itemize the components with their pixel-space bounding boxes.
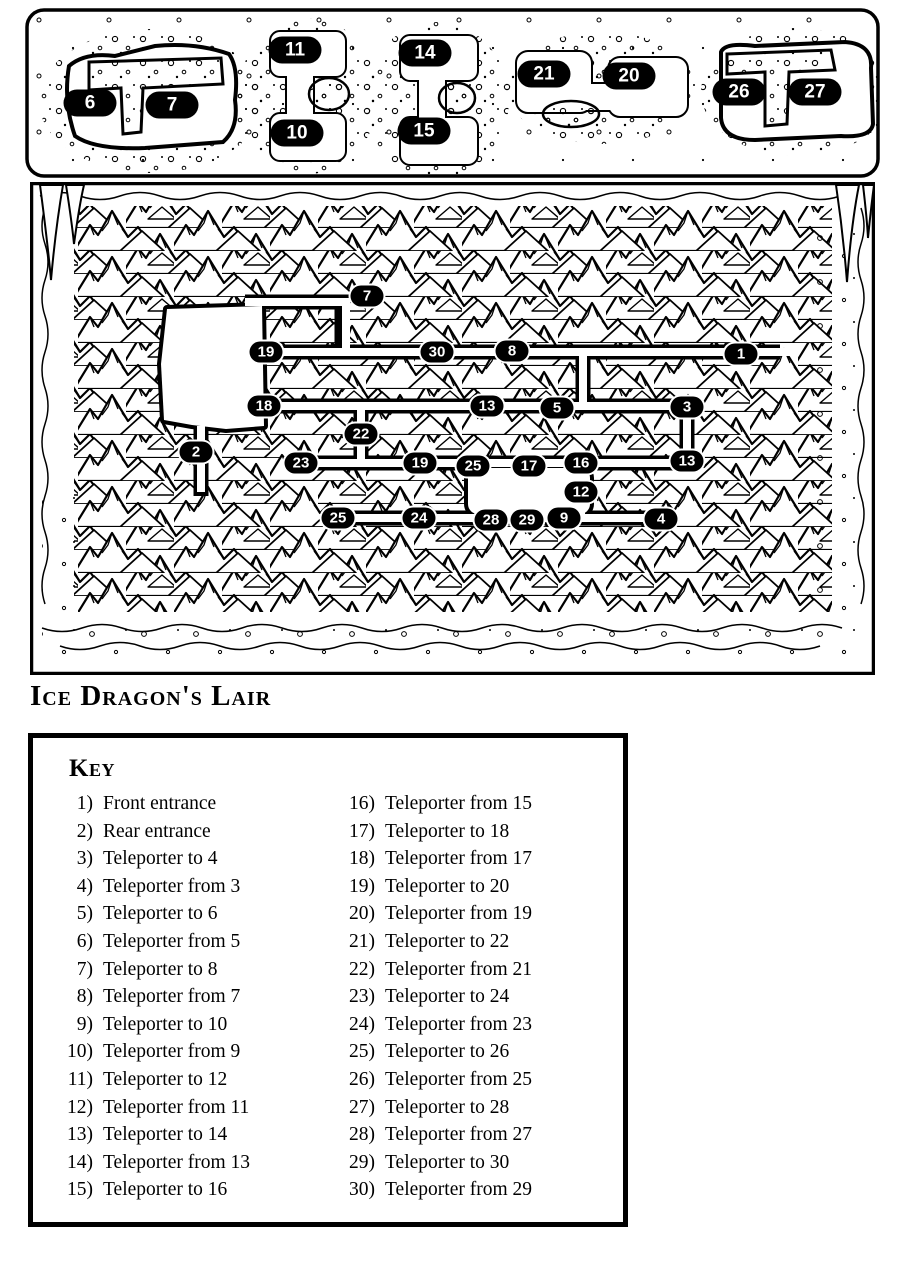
key-entry-number: 4)	[76, 875, 93, 897]
cave-room-marker: 10	[271, 120, 324, 147]
cave-room-marker: 27	[789, 79, 842, 106]
key-entry-number: 25)	[349, 1041, 375, 1063]
key-entry-number: 13)	[67, 1124, 93, 1146]
key-entry	[331, 1124, 613, 1152]
key-entry	[49, 959, 331, 987]
key-entry	[49, 1069, 331, 1097]
key-entry-label: Teleporter to 4	[103, 848, 218, 870]
key-entry-number: 2)	[76, 820, 93, 842]
key-entry-label: Teleporter from 21	[385, 958, 532, 980]
cave-room-marker: 21	[518, 61, 571, 88]
cave-room-marker: 20	[603, 63, 656, 90]
cave-room-marker: 15	[398, 118, 451, 145]
key-entry-number: 1)	[76, 793, 93, 814]
lair-map	[30, 182, 875, 675]
key-entry-label: Teleporter from 29	[385, 1179, 532, 1201]
key-entry	[49, 1152, 331, 1180]
key-entry-label: Teleporter from 3	[103, 875, 241, 897]
map-marker: 5	[541, 398, 574, 419]
key-entry-number: 20)	[349, 903, 375, 925]
key-entry-label: Teleporter to 14	[103, 1124, 228, 1146]
key-entry	[49, 848, 331, 876]
key-entry-number: 24)	[349, 1013, 375, 1035]
key-entry	[331, 793, 613, 821]
key-entry-number: 8)	[76, 986, 93, 1008]
key-entry-number: 23)	[349, 986, 375, 1008]
map-marker: 1	[725, 344, 758, 365]
cave-room-marker: 26	[713, 79, 766, 106]
key-heading: Key	[69, 755, 115, 782]
key-entry	[49, 1124, 331, 1152]
key-entry-number: 21)	[349, 930, 375, 952]
key-entry-label: Teleporter to 22	[385, 930, 510, 952]
key-entry-label: Teleporter from 13	[103, 1151, 250, 1173]
key-entry-number: 5)	[76, 903, 93, 925]
key-entry	[49, 1014, 331, 1042]
key-entry-number: 11)	[67, 1068, 93, 1090]
map-marker: 22	[345, 424, 378, 445]
key-entry	[49, 793, 331, 821]
key-entry	[331, 986, 613, 1014]
key-entry	[331, 821, 613, 849]
cave-room-marker: 11	[269, 37, 322, 64]
key-body	[33, 793, 623, 1207]
cave-room-marker: 14	[399, 40, 452, 67]
key-entry-number: 30)	[349, 1179, 375, 1201]
key-entry	[331, 1069, 613, 1097]
key-entry	[49, 821, 331, 849]
cave-cluster-21-20	[506, 32, 698, 144]
key-entry	[49, 1041, 331, 1069]
key-entry-number: 19)	[349, 875, 375, 897]
map-marker: 7	[351, 286, 384, 307]
map-marker: 13	[671, 451, 704, 472]
key-entry	[331, 1152, 613, 1180]
key-entry-number: 9)	[76, 1013, 93, 1035]
key-entry-number: 10)	[67, 1041, 93, 1063]
key-entry-number: 7)	[76, 958, 93, 980]
key-column-left	[49, 793, 331, 1207]
key-entry-label: Teleporter from 7	[103, 986, 241, 1008]
map-marker: 8	[496, 341, 529, 362]
map-marker: 13	[471, 396, 504, 417]
map-marker: 25	[457, 456, 490, 477]
map-marker: 4	[645, 509, 678, 530]
key-entry-label: Teleporter to 30	[385, 1151, 510, 1173]
map-marker: 19	[250, 342, 283, 363]
map-marker: 18	[248, 396, 281, 417]
key-entry-number: 12)	[67, 1096, 93, 1118]
map-marker: 28	[475, 510, 508, 531]
map-marker: 9	[548, 508, 581, 529]
map-marker: 25	[322, 508, 355, 529]
key-entry	[331, 1041, 613, 1069]
map-marker: 29	[511, 510, 544, 531]
key-entry-number: 29)	[349, 1151, 375, 1173]
key-entry	[331, 876, 613, 904]
key-entry-label: Teleporter to 20	[385, 875, 510, 897]
map-marker: 30	[421, 342, 454, 363]
lair-map-illustration	[30, 182, 875, 675]
map-marker: 17	[513, 456, 546, 477]
key-entry-number: 6)	[76, 930, 93, 952]
page-title: Ice Dragon's Lair	[30, 680, 272, 712]
map-marker: 24	[403, 508, 436, 529]
key-entry-number: 28)	[349, 1124, 375, 1146]
key-entry-label: Teleporter from 9	[103, 1041, 241, 1063]
key-entry-label: Teleporter to 12	[103, 1068, 228, 1090]
map-marker: 19	[404, 453, 437, 474]
key-entry-label: Teleporter to 16	[103, 1179, 228, 1201]
key-entry-label: Teleporter from 17	[385, 848, 532, 870]
cave-room-marker: 7	[146, 92, 199, 119]
key-entry-label: Teleporter to 10	[103, 1013, 228, 1035]
key-entry	[331, 1179, 613, 1207]
key-entry-label: Teleporter to 8	[103, 958, 218, 980]
key-entry	[49, 986, 331, 1014]
key-entry-label: Teleporter from 15	[385, 793, 532, 814]
key-column-right	[331, 793, 613, 1207]
key-entry-label: Rear entrance	[103, 820, 211, 842]
key-entry-label: Teleporter to 26	[385, 1041, 510, 1063]
key-entry-number: 22)	[349, 958, 375, 980]
key-entry	[331, 903, 613, 931]
map-marker: 12	[565, 482, 598, 503]
key-entry-number: 18)	[349, 848, 375, 870]
key-entry	[49, 903, 331, 931]
key-entry	[331, 1014, 613, 1042]
key-entry	[49, 931, 331, 959]
key-entry-label: Teleporter to 6	[103, 903, 218, 925]
key-entry-number: 16)	[349, 793, 375, 814]
key-entry-number: 15)	[67, 1179, 93, 1201]
key-entry-label: Teleporter from 27	[385, 1124, 532, 1146]
key-entry	[331, 931, 613, 959]
key-entry	[331, 959, 613, 987]
key-entry-number: 17)	[349, 820, 375, 842]
map-marker: 23	[285, 453, 318, 474]
key-entry-label: Teleporter from 25	[385, 1068, 532, 1090]
map-marker: 2	[180, 442, 213, 463]
key-entry-label: Teleporter from 23	[385, 1013, 532, 1035]
key-entry	[49, 1097, 331, 1125]
key-entry	[49, 876, 331, 904]
key-entry	[331, 848, 613, 876]
map-marker: 16	[565, 453, 598, 474]
map-marker: 3	[671, 397, 704, 418]
key-entry	[49, 1179, 331, 1207]
key-entry-label: Teleporter to 24	[385, 986, 510, 1008]
key-entry-label: Teleporter from 19	[385, 903, 532, 925]
cave-room-marker: 6	[64, 90, 117, 117]
key-entry	[331, 1097, 613, 1125]
key-entry-label: Teleporter to 18	[385, 820, 510, 842]
key-entry-label: Front entrance	[103, 793, 217, 814]
key-entry-label: Teleporter from 5	[103, 930, 241, 952]
key-entry-number: 27)	[349, 1096, 375, 1118]
key-entry-number: 3)	[76, 848, 93, 870]
key-entry-label: Teleporter from 11	[103, 1096, 250, 1118]
teleport-caves-strip	[25, 8, 880, 178]
key-entry-number: 26)	[349, 1068, 375, 1090]
key-box	[28, 733, 628, 1227]
key-entry-number: 14)	[67, 1151, 93, 1173]
key-entry-label: Teleporter to 28	[385, 1096, 510, 1118]
